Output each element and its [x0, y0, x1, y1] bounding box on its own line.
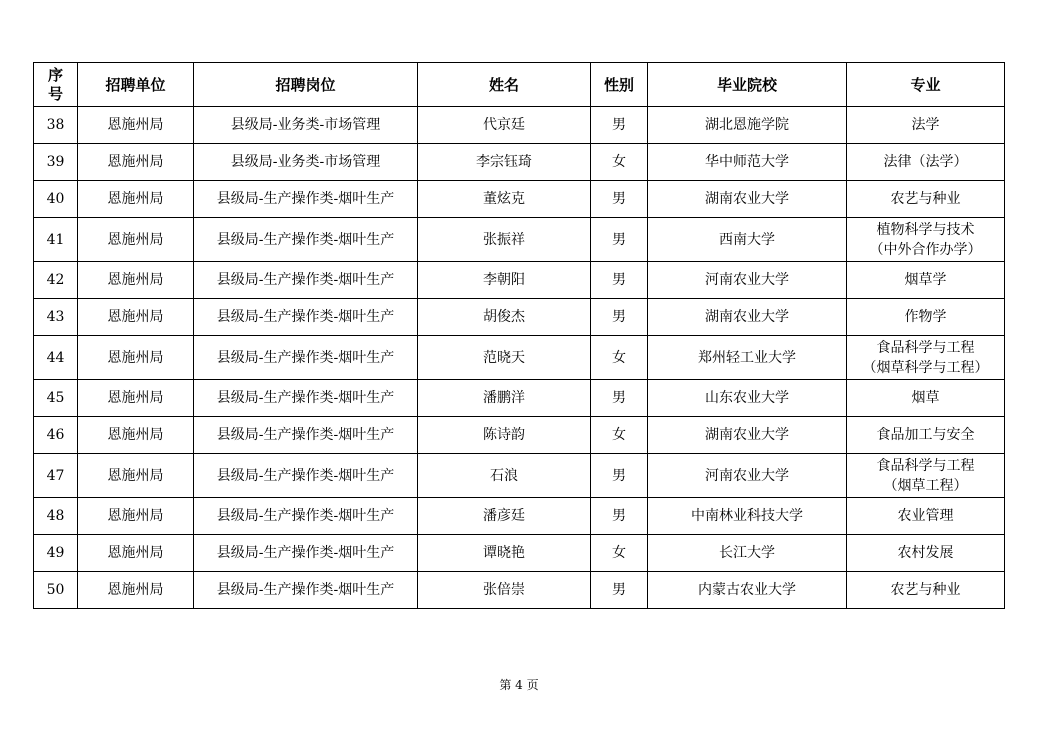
recruitment-table-container: [33, 62, 1004, 609]
major-line: 植物科学与技术: [876, 221, 975, 238]
cell-school: 内蒙古农业大学: [648, 572, 847, 609]
cell-major: [847, 107, 1005, 144]
cell-position: 县级局-生产操作类-烟叶生产: [194, 380, 418, 417]
cell-unit: 恩施州局: [78, 144, 194, 181]
cell-position: 县级局-生产操作类-烟叶生产: [194, 498, 418, 535]
cell-name: 石浪: [418, 454, 591, 498]
major-line: 农村发展: [897, 545, 954, 561]
cell-position: 县级局-生产操作类-烟叶生产: [194, 218, 418, 262]
cell-position: 县级局-生产操作类-烟叶生产: [194, 572, 418, 609]
major-line: （烟草工程）: [883, 477, 968, 494]
cell-unit: 恩施州局: [78, 218, 194, 262]
header-unit: 招聘单位: [78, 63, 194, 107]
major-line: 法学: [911, 117, 940, 133]
cell-school: 山东农业大学: [648, 380, 847, 417]
cell-major: [847, 181, 1005, 218]
cell-school: 中南林业科技大学: [648, 498, 847, 535]
table-body: [34, 107, 1005, 609]
header-name: 姓名: [418, 63, 591, 107]
cell-major: [847, 299, 1005, 336]
cell-position: 县级局-生产操作类-烟叶生产: [194, 262, 418, 299]
cell-school: 郑州轻工业大学: [648, 336, 847, 380]
cell-major: [847, 144, 1005, 181]
cell-major: [847, 454, 1005, 498]
cell-index: 46: [34, 417, 78, 454]
cell-gender: 女: [591, 535, 648, 572]
header-major: 专业: [847, 63, 1005, 107]
cell-gender: 男: [591, 380, 648, 417]
table-row: [34, 380, 1005, 417]
cell-position: 县级局-生产操作类-烟叶生产: [194, 336, 418, 380]
table-row: [34, 181, 1005, 218]
cell-gender: 女: [591, 417, 648, 454]
cell-name: 谭晓艳: [418, 535, 591, 572]
cell-index: 40: [34, 181, 78, 218]
cell-gender: 男: [591, 107, 648, 144]
cell-school: 河南农业大学: [648, 454, 847, 498]
cell-unit: 恩施州局: [78, 498, 194, 535]
cell-major: [847, 262, 1005, 299]
table-row: [34, 262, 1005, 299]
table-row: [34, 336, 1005, 380]
cell-position: 县级局-生产操作类-烟叶生产: [194, 454, 418, 498]
major-line: 农艺与种业: [890, 582, 961, 598]
table-row: [34, 299, 1005, 336]
cell-gender: 男: [591, 262, 648, 299]
cell-unit: 恩施州局: [78, 262, 194, 299]
cell-unit: 恩施州局: [78, 336, 194, 380]
major-line: 烟草学: [904, 272, 947, 288]
cell-name: 潘鹏洋: [418, 380, 591, 417]
header-position: 招聘岗位: [194, 63, 418, 107]
cell-position: 县级局-生产操作类-烟叶生产: [194, 417, 418, 454]
cell-major: [847, 218, 1005, 262]
cell-name: 代京廷: [418, 107, 591, 144]
cell-name: 范晓天: [418, 336, 591, 380]
major-line: 农艺与种业: [890, 191, 961, 207]
footer-prefix: 第: [499, 678, 512, 692]
table-row: [34, 535, 1005, 572]
cell-gender: 女: [591, 144, 648, 181]
cell-school: 湖南农业大学: [648, 181, 847, 218]
recruitment-table: [33, 62, 1005, 609]
cell-position: 县级局-生产操作类-烟叶生产: [194, 299, 418, 336]
cell-unit: 恩施州局: [78, 535, 194, 572]
cell-index: 38: [34, 107, 78, 144]
major-line: （中外合作办学）: [869, 241, 982, 258]
cell-unit: 恩施州局: [78, 181, 194, 218]
table-row: [34, 144, 1005, 181]
cell-major: [847, 380, 1005, 417]
table-row: [34, 417, 1005, 454]
cell-index: 50: [34, 572, 78, 609]
cell-index: 41: [34, 218, 78, 262]
cell-school: 河南农业大学: [648, 262, 847, 299]
cell-name: 潘彦廷: [418, 498, 591, 535]
cell-name: 张振祥: [418, 218, 591, 262]
major-line: 作物学: [904, 309, 947, 325]
page-footer: [0, 676, 1038, 693]
cell-school: 湖北恩施学院: [648, 107, 847, 144]
major-line: 食品加工与安全: [876, 427, 975, 443]
cell-index: 43: [34, 299, 78, 336]
major-line: 烟草: [911, 390, 940, 406]
cell-major: [847, 535, 1005, 572]
cell-index: 39: [34, 144, 78, 181]
cell-school: 西南大学: [648, 218, 847, 262]
footer-suffix: 页: [526, 678, 539, 692]
cell-position: 县级局-生产操作类-烟叶生产: [194, 181, 418, 218]
cell-position: 县级局-生产操作类-烟叶生产: [194, 535, 418, 572]
cell-unit: 恩施州局: [78, 380, 194, 417]
cell-name: 董炫克: [418, 181, 591, 218]
cell-unit: 恩施州局: [78, 417, 194, 454]
cell-major: [847, 336, 1005, 380]
cell-index: 42: [34, 262, 78, 299]
cell-school: 湖南农业大学: [648, 417, 847, 454]
page-number: 4: [515, 678, 523, 692]
cell-school: 湖南农业大学: [648, 299, 847, 336]
cell-position: 县级局-业务类-市场管理: [194, 144, 418, 181]
header-school: 毕业院校: [648, 63, 847, 107]
cell-unit: 恩施州局: [78, 572, 194, 609]
table-header-row: [34, 63, 1005, 107]
cell-major: [847, 417, 1005, 454]
table-row: [34, 218, 1005, 262]
cell-gender: 男: [591, 454, 648, 498]
cell-name: 李宗钰琦: [418, 144, 591, 181]
major-line: 食品科学与工程: [876, 339, 975, 356]
cell-index: 44: [34, 336, 78, 380]
cell-gender: 男: [591, 572, 648, 609]
header-index: 序 号: [34, 63, 78, 107]
cell-unit: 恩施州局: [78, 299, 194, 336]
table-row: [34, 498, 1005, 535]
cell-school: 华中师范大学: [648, 144, 847, 181]
table-row: [34, 107, 1005, 144]
cell-major: [847, 498, 1005, 535]
major-line: 法律（法学）: [883, 154, 968, 170]
cell-gender: 男: [591, 218, 648, 262]
major-line: （烟草科学与工程）: [862, 359, 989, 376]
cell-index: 45: [34, 380, 78, 417]
table-row: [34, 572, 1005, 609]
cell-gender: 男: [591, 299, 648, 336]
cell-index: 48: [34, 498, 78, 535]
cell-index: 49: [34, 535, 78, 572]
cell-major: [847, 572, 1005, 609]
cell-name: 胡俊杰: [418, 299, 591, 336]
cell-position: 县级局-业务类-市场管理: [194, 107, 418, 144]
cell-gender: 男: [591, 181, 648, 218]
cell-name: 李朝阳: [418, 262, 591, 299]
cell-name: 张倍崇: [418, 572, 591, 609]
major-line: 食品科学与工程: [876, 457, 975, 474]
cell-name: 陈诗韵: [418, 417, 591, 454]
table-row: [34, 454, 1005, 498]
major-line: 农业管理: [897, 508, 954, 524]
header-gender: 性别: [591, 63, 648, 107]
cell-gender: 男: [591, 498, 648, 535]
cell-school: 长江大学: [648, 535, 847, 572]
cell-gender: 女: [591, 336, 648, 380]
cell-unit: 恩施州局: [78, 454, 194, 498]
cell-unit: 恩施州局: [78, 107, 194, 144]
cell-index: 47: [34, 454, 78, 498]
